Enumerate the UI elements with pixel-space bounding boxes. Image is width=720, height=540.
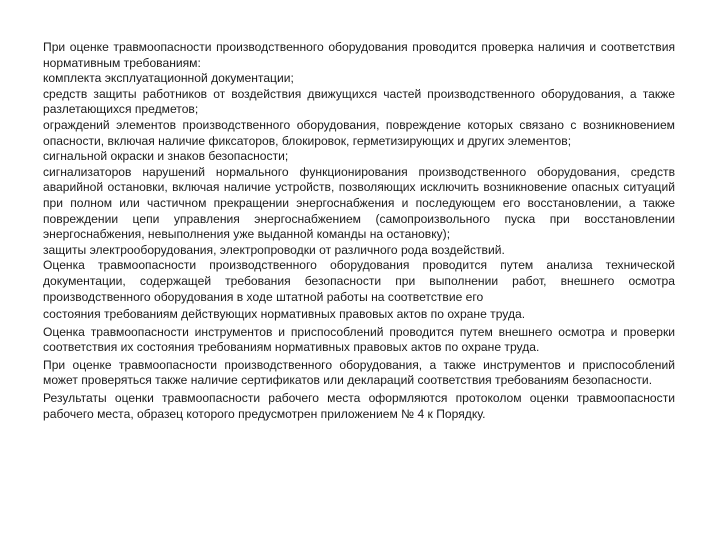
paragraph-item-signal-coloring: сигнальной окраски и знаков безопасности; [43, 149, 289, 164]
paragraph-item-documentation: комплекта эксплуатационной документации; [43, 71, 294, 86]
document-body [43, 40, 675, 422]
paragraph-tools-assessment: Оценка травмоопасности инструментов и приспособлений проводится путем внешнего осмотра и проверки соответствия их состояния требованиям нормативных правовых актов по охране труда. [43, 324, 675, 355]
paragraph-item-alarms: сигнализаторов нарушений нормального функционирования производственного оборудования, средств аварийной остановки, включая наличие устройств, позволяющих исключить возникновение опасных ситуаций при полном или частичном прекращении энергоснабжения и последующем его восстановлении, а также повреждении цепи управления энергоснабжением (самопроизвольного пуска при восстановлении энергоснабжения, невыполнения уже выданной команды на остановку); [43, 164, 675, 242]
paragraph-item-guards: ограждений элементов производственного оборудования, повреждение которых связано с возникновением опасности, включая наличие фиксаторов, блокировок, герметизирующих и других элементов; [43, 117, 675, 148]
paragraph-results: Результаты оценки травмоопасности рабочего места оформляются протоколом оценки травмоопасности рабочего места, образец которого предусмотрен приложением № 4 к Порядку. [43, 391, 675, 421]
paragraph-equipment-assessment-cont: состояния требованиям действующих нормативных правовых актов по охране труда. [43, 307, 526, 322]
paragraph-certificates: При оценке травмоопасности производственного оборудования, а также инструментов и приспособлений может проверяться также наличие сертификатов или деклараций соответствия требованиям безопасности. [43, 357, 675, 388]
paragraph-equipment-assessment: Оценка травмоопасности производственного оборудования проводится путем анализа технической документации, содержащей требования безопасности при выполнении работ, внешнего осмотра производственного оборудования в ходе штатной работы на соответствие его [43, 258, 675, 304]
paragraph-item-electrical: защиты электрооборудования, электропроводки от различного рода воздействий. [43, 242, 505, 257]
paragraph-intro: При оценке травмоопасности производственного оборудования проводится проверка наличия и соответствия нормативным требованиям: [43, 40, 675, 70]
paragraph-item-protection: средств защиты работников от воздействия движущихся частей производственного оборудования, а также разлетающихся предметов; [43, 86, 675, 117]
